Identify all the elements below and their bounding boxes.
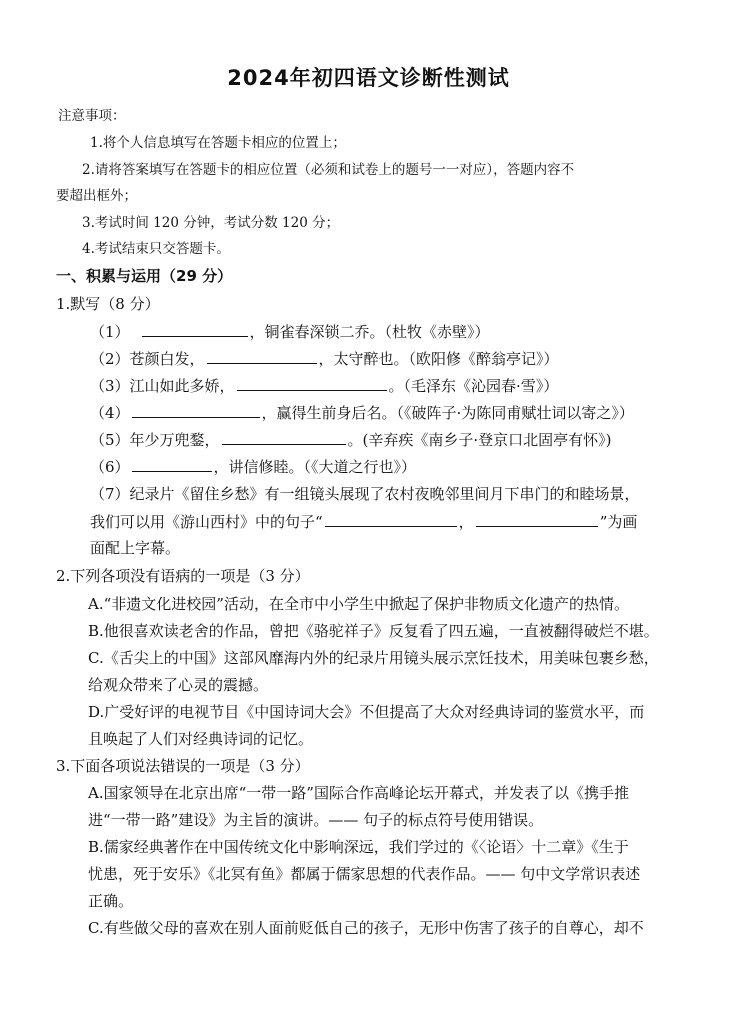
notice-item: 3.考试时间 120 分钟，考试分数 120 分； xyxy=(82,215,340,231)
item-suffix: ，讲信修睦。（《大道之行也》） xyxy=(213,458,417,476)
answer-blank xyxy=(132,402,260,418)
item-prefix: 我们可以用《游山西村》中的句子“ xyxy=(90,513,323,531)
notice-item: 4.考试结束只交答题卡。 xyxy=(82,241,230,257)
option-line: A.国家领导在北京出席“一带一路”国际合作高峰论坛开幕式，并发表了以《携手推 xyxy=(88,784,629,802)
option-line: B.儒家经典著作在中国传统文化中影响深远，我们学过的《〈论语〉十二章》《生于 xyxy=(88,838,629,856)
answer-blank xyxy=(132,456,212,472)
item-prefix: （3）江山如此多娇， xyxy=(90,377,235,395)
notice-heading: 注意事项： xyxy=(58,108,126,124)
answer-blank xyxy=(222,429,346,445)
option-line: 且唤起了人们对经典诗词的记忆。 xyxy=(88,730,314,748)
item-prefix: （5）年少万兜鍪， xyxy=(90,431,220,449)
recitation-item: （7）纪录片《留住乡愁》有一组镜头展现了农村夜晚邻里间月下串门的和睦场景， xyxy=(90,485,640,503)
exam-title: 2024年初四语文诊断性测试 xyxy=(227,66,510,90)
recitation-item: 面配上字幕。 xyxy=(90,539,181,557)
option-line: 进“一带一路”建设》为主旨的演讲。—— 句子的标点符号使用错误。 xyxy=(88,811,544,829)
section-heading: 一、积累与运用（29 分） xyxy=(56,267,233,285)
answer-blank xyxy=(237,375,387,391)
recitation-item xyxy=(90,456,416,477)
recitation-item xyxy=(90,511,637,532)
notice-item: 要超出框外； xyxy=(56,188,137,204)
item-suffix: ，赢得生前身后名。（《破阵子·为陈同甫赋壮词以寄之》） xyxy=(261,404,634,422)
question-stem: 3.下面各项说法错误的一项是（3 分） xyxy=(56,757,310,775)
question-stem: 2.下列各项没有语病的一项是（3 分） xyxy=(56,567,310,585)
option-line: C.《舌尖上的中国》这部风靡海内外的纪录片用镜头展示烹饪技术，用美味包裹乡愁， xyxy=(88,649,659,667)
answer-blank xyxy=(142,321,248,337)
option-line: D.广受好评的电视节目《中国诗词大会》不但提高了大众对经典诗词的鉴赏水平，而 xyxy=(88,703,645,721)
recitation-item xyxy=(90,375,558,396)
item-prefix: （2）苍颜白发， xyxy=(90,350,205,368)
item-suffix: 。（毛泽东《沁园春·雪》） xyxy=(388,377,559,395)
option-line: C.有些做父母的喜欢在别人面前贬低自己的孩子，无形中伤害了孩子的自尊心，却不 xyxy=(88,919,644,937)
option-line: 正确。 xyxy=(88,892,134,910)
option-line: 给观众带来了心灵的震撼。 xyxy=(88,676,269,694)
item-prefix: （1） xyxy=(90,323,130,341)
item-suffix: ，铜雀春深锁二乔。（杜牧《赤壁》） xyxy=(249,323,490,341)
item-separator: ， xyxy=(458,513,474,531)
recitation-item xyxy=(90,348,559,369)
notice-item: 1.将个人信息填写在答题卡相应的位置上； xyxy=(90,135,346,151)
question-stem: 1.默写（8 分） xyxy=(56,295,160,313)
item-suffix: ”为画 xyxy=(599,513,638,531)
item-prefix: （6） xyxy=(90,458,130,476)
recitation-item xyxy=(90,321,490,342)
item-suffix: ，太守醉也。（欧阳修《醉翁亭记》） xyxy=(318,350,559,368)
option-line: 忧患，死于安乐》《北冥有鱼》都属于儒家思想的代表作品。—— 句中文学常识表述 xyxy=(88,865,641,883)
recitation-item xyxy=(90,429,612,450)
answer-blank xyxy=(476,511,598,527)
answer-blank xyxy=(325,511,457,527)
recitation-item xyxy=(90,402,634,423)
option-line: A.“非遗文化进校园”活动，在全市中小学生中掀起了保护非物质文化遗产的热情。 xyxy=(88,595,629,613)
item-prefix: （4） xyxy=(90,404,130,422)
option-line: B.他很喜欢读老舍的作品，曾把《骆驼祥子》反复看了四五遍，一直被翻得破烂不堪。 xyxy=(88,622,659,640)
item-suffix: 。(辛弃疾《南乡子·登京口北固亭有怀》) xyxy=(347,431,612,449)
answer-blank xyxy=(207,348,317,364)
notice-item: 2.请将答案填写在答题卡的相应位置（必须和试卷上的题号一一对应），答题内容不 xyxy=(82,162,575,178)
